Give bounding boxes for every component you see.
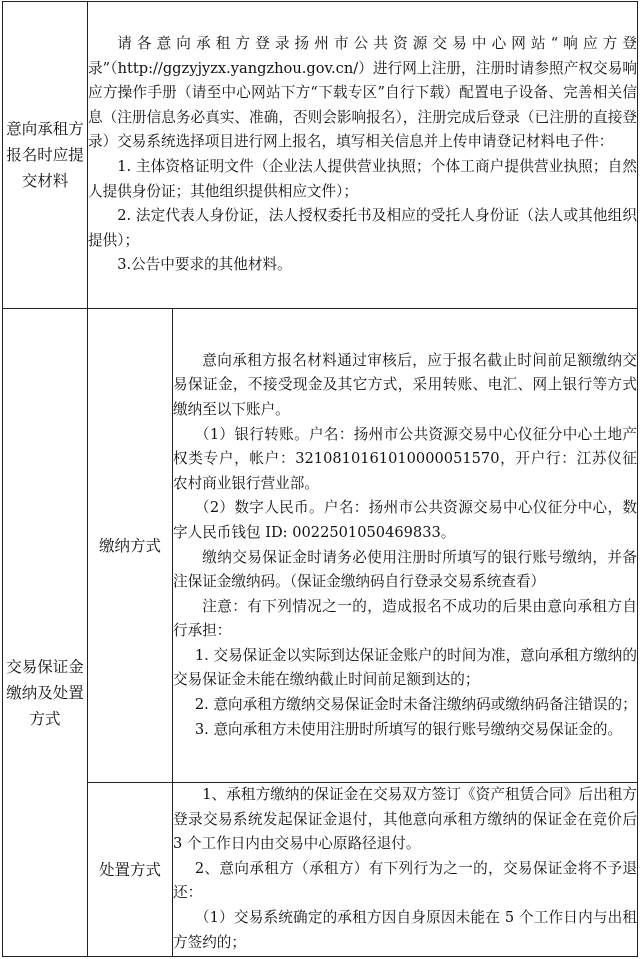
materials-intro-paragraph: 请各意向承租方登录扬州市公共资源交易中心网站“响应方登录”（http://ggzyjyzx.yangzhou.gov.cn/）进行网上注册，注册时请参照产权交易响应方操作手册（请至中心网站下方“下载专区”自行下载）配置电子设备、完善相关信息（注册信息务必真实、准确，否则会影响报名），注册完成后登录（已注册的直接登录）交易系统选择项目进行网上报名，填写相关信息并上传申请登记材料电子件： [88,35,638,151]
materials-item-3: 3.公告中要求的其他材料。 [117,256,292,274]
payment-attention-item-3: 3. 意向承租方未使用注册时所填写的银行账号缴纳交易保证金的。 [194,720,623,738]
disposal-row [3,783,638,957]
payment-attention-item-2: 2. 意向承租方缴纳交易保证金时未备注缴纳码或缴纳码备注错误的； [194,696,637,714]
materials-item-2: 2. 法定代表人身份证，法人授权委托书及相应的受托人身份证（法人或其他组织提供）； [88,207,638,249]
materials-label-cell [3,2,88,309]
payment-method-label: 缴纳方式 [98,536,161,555]
payment-intro-paragraph: 意向承租方报名材料通过审核后，应于报名截止时间前足额缴纳交易保证金，不接受现金及其它方式，采用转账、电汇、网上银行等方式缴纳至以下账户。 [173,351,638,418]
payment-digital-rmb: （2）数字人民币。户名：扬州市公共资源交易中心仪征分中心，数字人民币钱包 ID: 0022501050469833。 [173,499,638,541]
document-page [2,1,637,958]
disposal-forfeit-item-1: （1）交易系统确定的承租方因自身原因未能在 5 个工作日内与出租方签约的； [173,908,638,951]
payment-account-note: 缴纳交易保证金时请务必使用注册时所填写的银行账号缴纳，并备注保证金缴纳码。（保证金缴纳码自行登录交易系统查看） [173,548,638,591]
payment-bank-transfer: （1）银行转账。户名：扬州市公共资源交易中心仪征分中心土地产权类专户，帐户：3210810161010000051570，开户行：江苏仪征农村商业银行营业部。 [173,425,638,492]
materials-content-cell [88,2,638,309]
disposal-method-label-cell [88,783,173,957]
disposal-method-label: 处置方式 [98,860,161,879]
payment-method-label-cell [88,309,173,783]
deposit-label: 交易保证金缴纳及处置方式 [6,657,84,728]
disposal-refund-paragraph: 1、承租方缴纳的保证金在交易双方签订《资产租赁合同》后出租方登录交易系统发起保证金退付，其他意向承租方缴纳的保证金在竞价后 3 个工作日内由交易中心原路径退付。 [173,786,638,853]
payment-attention-heading: 注意：有下列情况之一的，造成报名不成功的后果由意向承租方自行承担： [173,597,638,640]
payment-method-content-cell [173,309,638,783]
payment-row [3,309,638,783]
materials-item-1: 1. 主体资格证明文件（企业法人提供营业执照；个体工商户提供营业执照；自然人提供身份证；其他组织提供相应文件）； [88,158,638,200]
announcement-table [2,1,638,957]
disposal-method-content-cell [173,783,638,957]
materials-label: 意向承租方报名时应提交材料 [6,120,84,190]
payment-attention-item-1: 1. 交易保证金以实际到达保证金账户的时间为准，意向承租方缴纳的交易保证金未能在缴纳截止时间前足额到达的； [173,646,638,689]
disposal-forfeit-heading: 2、意向承租方（承租方）有下列行为之一的，交易保证金将不予退还： [173,859,638,902]
materials-row [3,2,638,309]
deposit-label-cell [3,309,88,957]
